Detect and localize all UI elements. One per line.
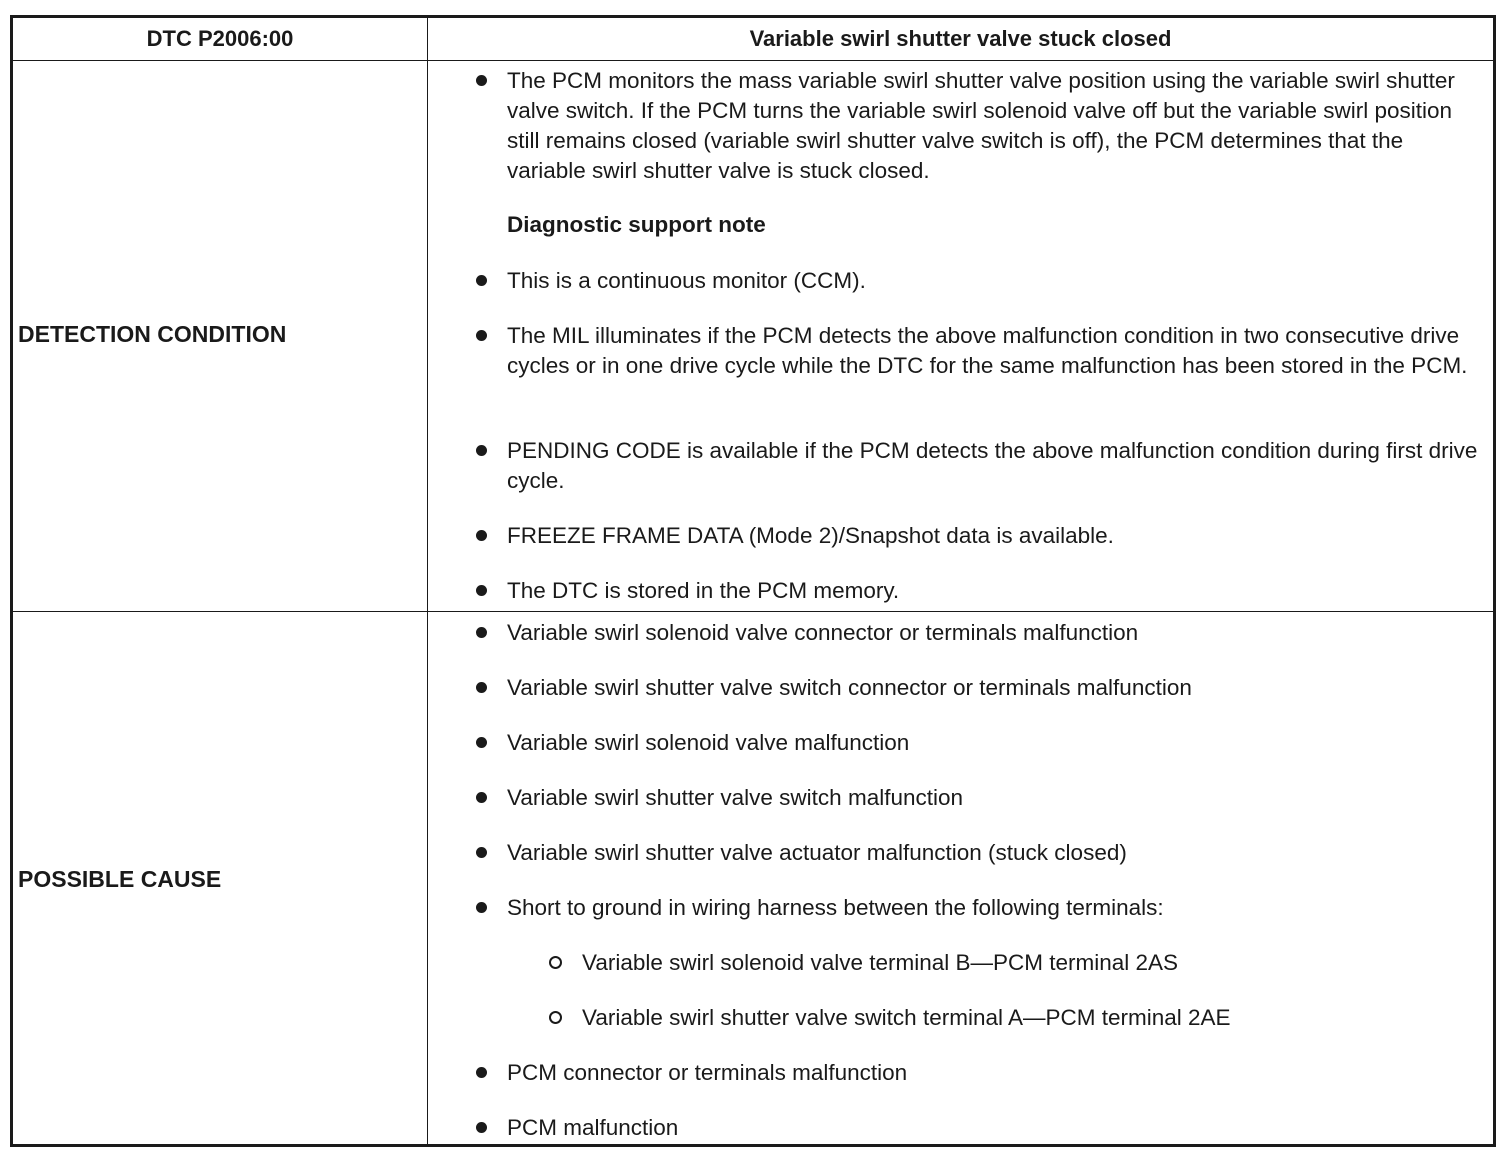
- bullet-icon: [476, 627, 487, 638]
- sub-bullet-icon: [549, 1011, 562, 1024]
- possible-cause-label: POSSIBLE CAUSE: [18, 866, 222, 892]
- cause-item: PCM malfunction: [507, 1115, 679, 1140]
- bullet-icon: [476, 792, 487, 803]
- sub-bullet-icon: [549, 956, 562, 969]
- support-note-heading: Diagnostic support note: [507, 212, 766, 237]
- bullet-icon: [476, 737, 487, 748]
- bullet-icon: [476, 1122, 487, 1133]
- cause-item: Variable swirl shutter valve switch connector or terminals malfunction: [507, 675, 1192, 700]
- detection-condition-label: DETECTION CONDITION: [18, 321, 287, 347]
- header-row-divider: [13, 60, 1493, 61]
- support-item: The DTC is stored in the PCM memory.: [507, 578, 900, 603]
- cause-sub-item: Variable swirl solenoid valve terminal B—PCM terminal 2AS: [582, 950, 1179, 975]
- bullet-icon: [476, 445, 487, 456]
- support-item: PENDING CODE is available if the PCM detects the above malfunction condition during first drive cycle.: [507, 438, 1478, 493]
- dtc-title-header: Variable swirl shutter valve stuck closed: [749, 26, 1172, 51]
- cause-item: Variable swirl solenoid valve malfunction: [507, 730, 910, 755]
- column-divider: [427, 18, 428, 1144]
- bullet-icon: [476, 847, 487, 858]
- support-item: The MIL illuminates if the PCM detects the above malfunction condition in two consecutive drive cycles or in one drive cycle while the DTC for the same malfunction has been stored in the PCM.: [507, 323, 1468, 378]
- cause-item: Variable swirl shutter valve switch malfunction: [507, 785, 964, 810]
- support-item: FREEZE FRAME DATA (Mode 2)/Snapshot data is available.: [507, 523, 1114, 548]
- support-item: This is a continuous monitor (CCM).: [507, 268, 866, 293]
- cause-item: Short to ground in wiring harness between the following terminals:: [507, 895, 1164, 920]
- bullet-icon: [476, 75, 487, 86]
- bullet-icon: [476, 902, 487, 913]
- cause-item: Variable swirl shutter valve actuator malfunction (stuck closed): [507, 840, 1127, 865]
- bullet-icon: [476, 530, 487, 541]
- bullet-icon: [476, 1067, 487, 1078]
- detection-item: The PCM monitors the mass variable swirl shutter valve position using the variable swirl shutter valve switch. If the PCM turns the variable swirl solenoid valve off but the variable swirl position still remains closed (variable swirl shutter valve switch is off), the PCM determines that the variable swirl shutter valve is stuck closed.: [507, 68, 1455, 183]
- cause-item: Variable swirl solenoid valve connector or terminals malfunction: [507, 620, 1139, 645]
- bullet-icon: [476, 682, 487, 693]
- cause-sub-item: Variable swirl shutter valve switch terminal A—PCM terminal 2AE: [582, 1005, 1231, 1030]
- bullet-icon: [476, 585, 487, 596]
- bullet-icon: [476, 330, 487, 341]
- cause-item: PCM connector or terminals malfunction: [507, 1060, 908, 1085]
- section-row-divider: [13, 611, 1493, 612]
- bullet-icon: [476, 275, 487, 286]
- dtc-code-header: DTC P2006:00: [146, 26, 294, 51]
